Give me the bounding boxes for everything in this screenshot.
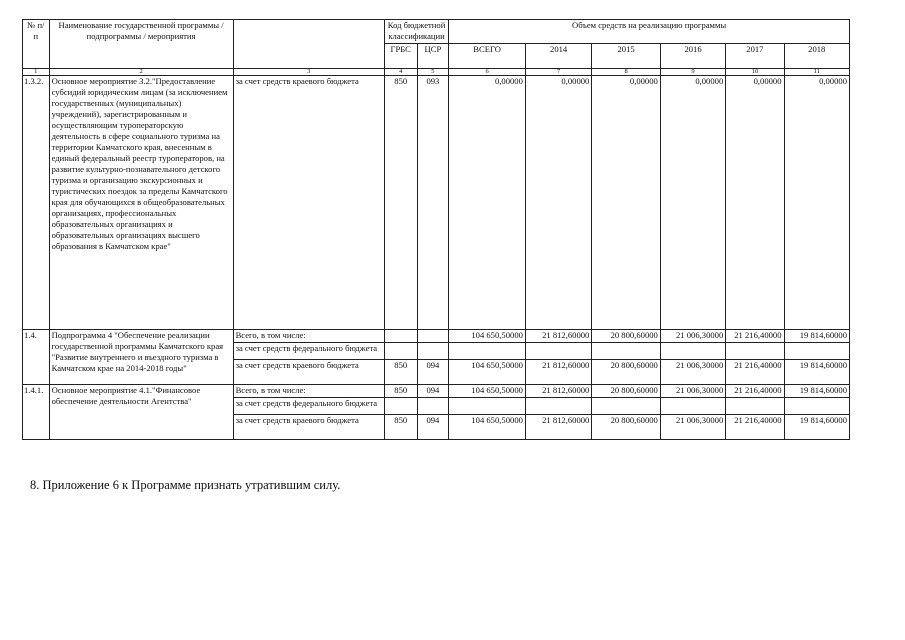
year-value-cell: 20 800,60000: [592, 360, 660, 385]
csr-cell: 094: [417, 360, 449, 385]
row-name: Основное мероприятие 4.1."Финансовое обеспечение деятельности Агентства": [49, 385, 233, 440]
year-value-cell: [660, 343, 725, 360]
year-value-cell: 19 814,60000: [784, 360, 849, 385]
csr-cell: 094: [417, 415, 449, 440]
column-index: 10: [726, 69, 784, 76]
column-index: 3: [233, 69, 384, 76]
grbs-cell: [384, 343, 417, 360]
grbs-cell: [384, 330, 417, 343]
funding-source: за счет средств федерального бюджета: [233, 398, 384, 415]
csr-cell: [417, 343, 449, 360]
funding-source: за счет средств федерального бюджета: [233, 343, 384, 360]
year-value-cell: 21 006,30000: [660, 385, 725, 398]
year-value-cell: [784, 398, 849, 415]
column-index: 4: [384, 69, 417, 76]
header-num: № п/п: [23, 20, 50, 69]
grbs-cell: 850: [384, 76, 417, 330]
column-index: 5: [417, 69, 449, 76]
year-value-cell: 21 216,40000: [726, 360, 784, 385]
row-name: Подпрограмма 4 "Обеспечение реализации государственной программы Камчатского края "Развитие внутреннего и въездного туризма в Камчатском крае на 2014-2018 годы": [49, 330, 233, 385]
grbs-cell: 850: [384, 385, 417, 398]
year-value-cell: [726, 343, 784, 360]
total-cell: 104 650,50000: [449, 330, 526, 343]
grbs-cell: 850: [384, 360, 417, 385]
column-index-row: [23, 69, 850, 76]
header-year: 2017: [726, 43, 784, 68]
total-cell: 104 650,50000: [449, 415, 526, 440]
column-index: 8: [592, 69, 660, 76]
year-value-cell: 20 800,60000: [592, 385, 660, 398]
csr-cell: 093: [417, 76, 449, 330]
total-cell: [449, 398, 526, 415]
row-number: 1.3.2.: [23, 76, 50, 330]
header-total: ВСЕГО: [449, 43, 526, 68]
header-volume-group: Объем средств на реализацию программы: [449, 20, 850, 44]
column-index: 7: [525, 69, 591, 76]
year-value-cell: 21 006,30000: [660, 360, 725, 385]
header-year: 2014: [525, 43, 591, 68]
year-value-cell: [525, 343, 591, 360]
total-cell: 104 650,50000: [449, 360, 526, 385]
table-row: [23, 385, 850, 398]
footer-note: 8. Приложение 6 к Программе признать утратившим силу.: [30, 478, 341, 492]
year-value-cell: 0,00000: [525, 76, 591, 330]
year-value-cell: 21 006,30000: [660, 330, 725, 343]
header-year: 2018: [784, 43, 849, 68]
funding-source: за счет средств краевого бюджета: [233, 360, 384, 385]
year-value-cell: 19 814,60000: [784, 385, 849, 398]
grbs-cell: 850: [384, 415, 417, 440]
table-row: [23, 330, 850, 343]
header-grbs: ГРБС: [384, 43, 417, 68]
csr-cell: 094: [417, 385, 449, 398]
year-value-cell: 0,00000: [592, 76, 660, 330]
funding-source: Всего, в том числе:: [233, 385, 384, 398]
header-code-group: Код бюджетной классификации: [384, 20, 448, 44]
row-name: Основное мероприятие 3.2."Предоставление субсидий юридическим лицам (за исключением государственных (муниципальных) учреждений), зарегистрированным и осуществляющим туроператорскую деятельность в сфере социального туризма на территории Камчатского края, внесенным в единый федеральный реестр туроператоров, на развитие культурно-познавательного детского туризма и организацию экскурсионных и туристических поездок за пределы Камчатского края для обучающихся в общеобразовательных организациях, профессиональных образовательных организациях и образовательных организациях высшего образования в Камчатском крае": [49, 76, 233, 330]
column-index: 6: [449, 69, 526, 76]
year-value-cell: 21 216,40000: [726, 385, 784, 398]
year-value-cell: 0,00000: [726, 76, 784, 330]
year-value-cell: 20 800,60000: [592, 330, 660, 343]
column-index: 2: [49, 69, 233, 76]
row-number: 1.4.1.: [23, 385, 50, 440]
year-value-cell: 21 812,60000: [525, 415, 591, 440]
year-value-cell: 21 006,30000: [660, 415, 725, 440]
column-index: 9: [660, 69, 725, 76]
budget-table: [22, 19, 850, 440]
header-year: 2016: [660, 43, 725, 68]
funding-source: Всего, в том числе:: [233, 330, 384, 343]
csr-cell: [417, 330, 449, 343]
year-value-cell: 21 812,60000: [525, 360, 591, 385]
total-cell: [449, 343, 526, 360]
funding-source: за счет средств краевого бюджета: [233, 76, 384, 330]
year-value-cell: 21 812,60000: [525, 385, 591, 398]
header-name: Наименование государственной программы / подпрограммы / мероприятия: [49, 20, 233, 69]
year-value-cell: [784, 343, 849, 360]
year-value-cell: 0,00000: [784, 76, 849, 330]
year-value-cell: [525, 398, 591, 415]
year-value-cell: [660, 398, 725, 415]
total-cell: 104 650,50000: [449, 385, 526, 398]
total-cell: 0,00000: [449, 76, 526, 330]
funding-source: за счет средств краевого бюджета: [233, 415, 384, 440]
header-year: 2015: [592, 43, 660, 68]
year-value-cell: [592, 398, 660, 415]
row-number: 1.4.: [23, 330, 50, 385]
header-source: [233, 20, 384, 69]
year-value-cell: 0,00000: [660, 76, 725, 330]
column-index: 1: [23, 69, 50, 76]
year-value-cell: [726, 398, 784, 415]
header-csr: ЦСР: [417, 43, 449, 68]
year-value-cell: 19 814,60000: [784, 415, 849, 440]
year-value-cell: 21 216,40000: [726, 330, 784, 343]
year-value-cell: 21 812,60000: [525, 330, 591, 343]
column-index: 11: [784, 69, 849, 76]
table-body: [23, 69, 850, 440]
grbs-cell: [384, 398, 417, 415]
year-value-cell: [592, 343, 660, 360]
year-value-cell: 20 800,60000: [592, 415, 660, 440]
table-row: [23, 76, 850, 330]
year-value-cell: 19 814,60000: [784, 330, 849, 343]
csr-cell: [417, 398, 449, 415]
year-value-cell: 21 216,40000: [726, 415, 784, 440]
